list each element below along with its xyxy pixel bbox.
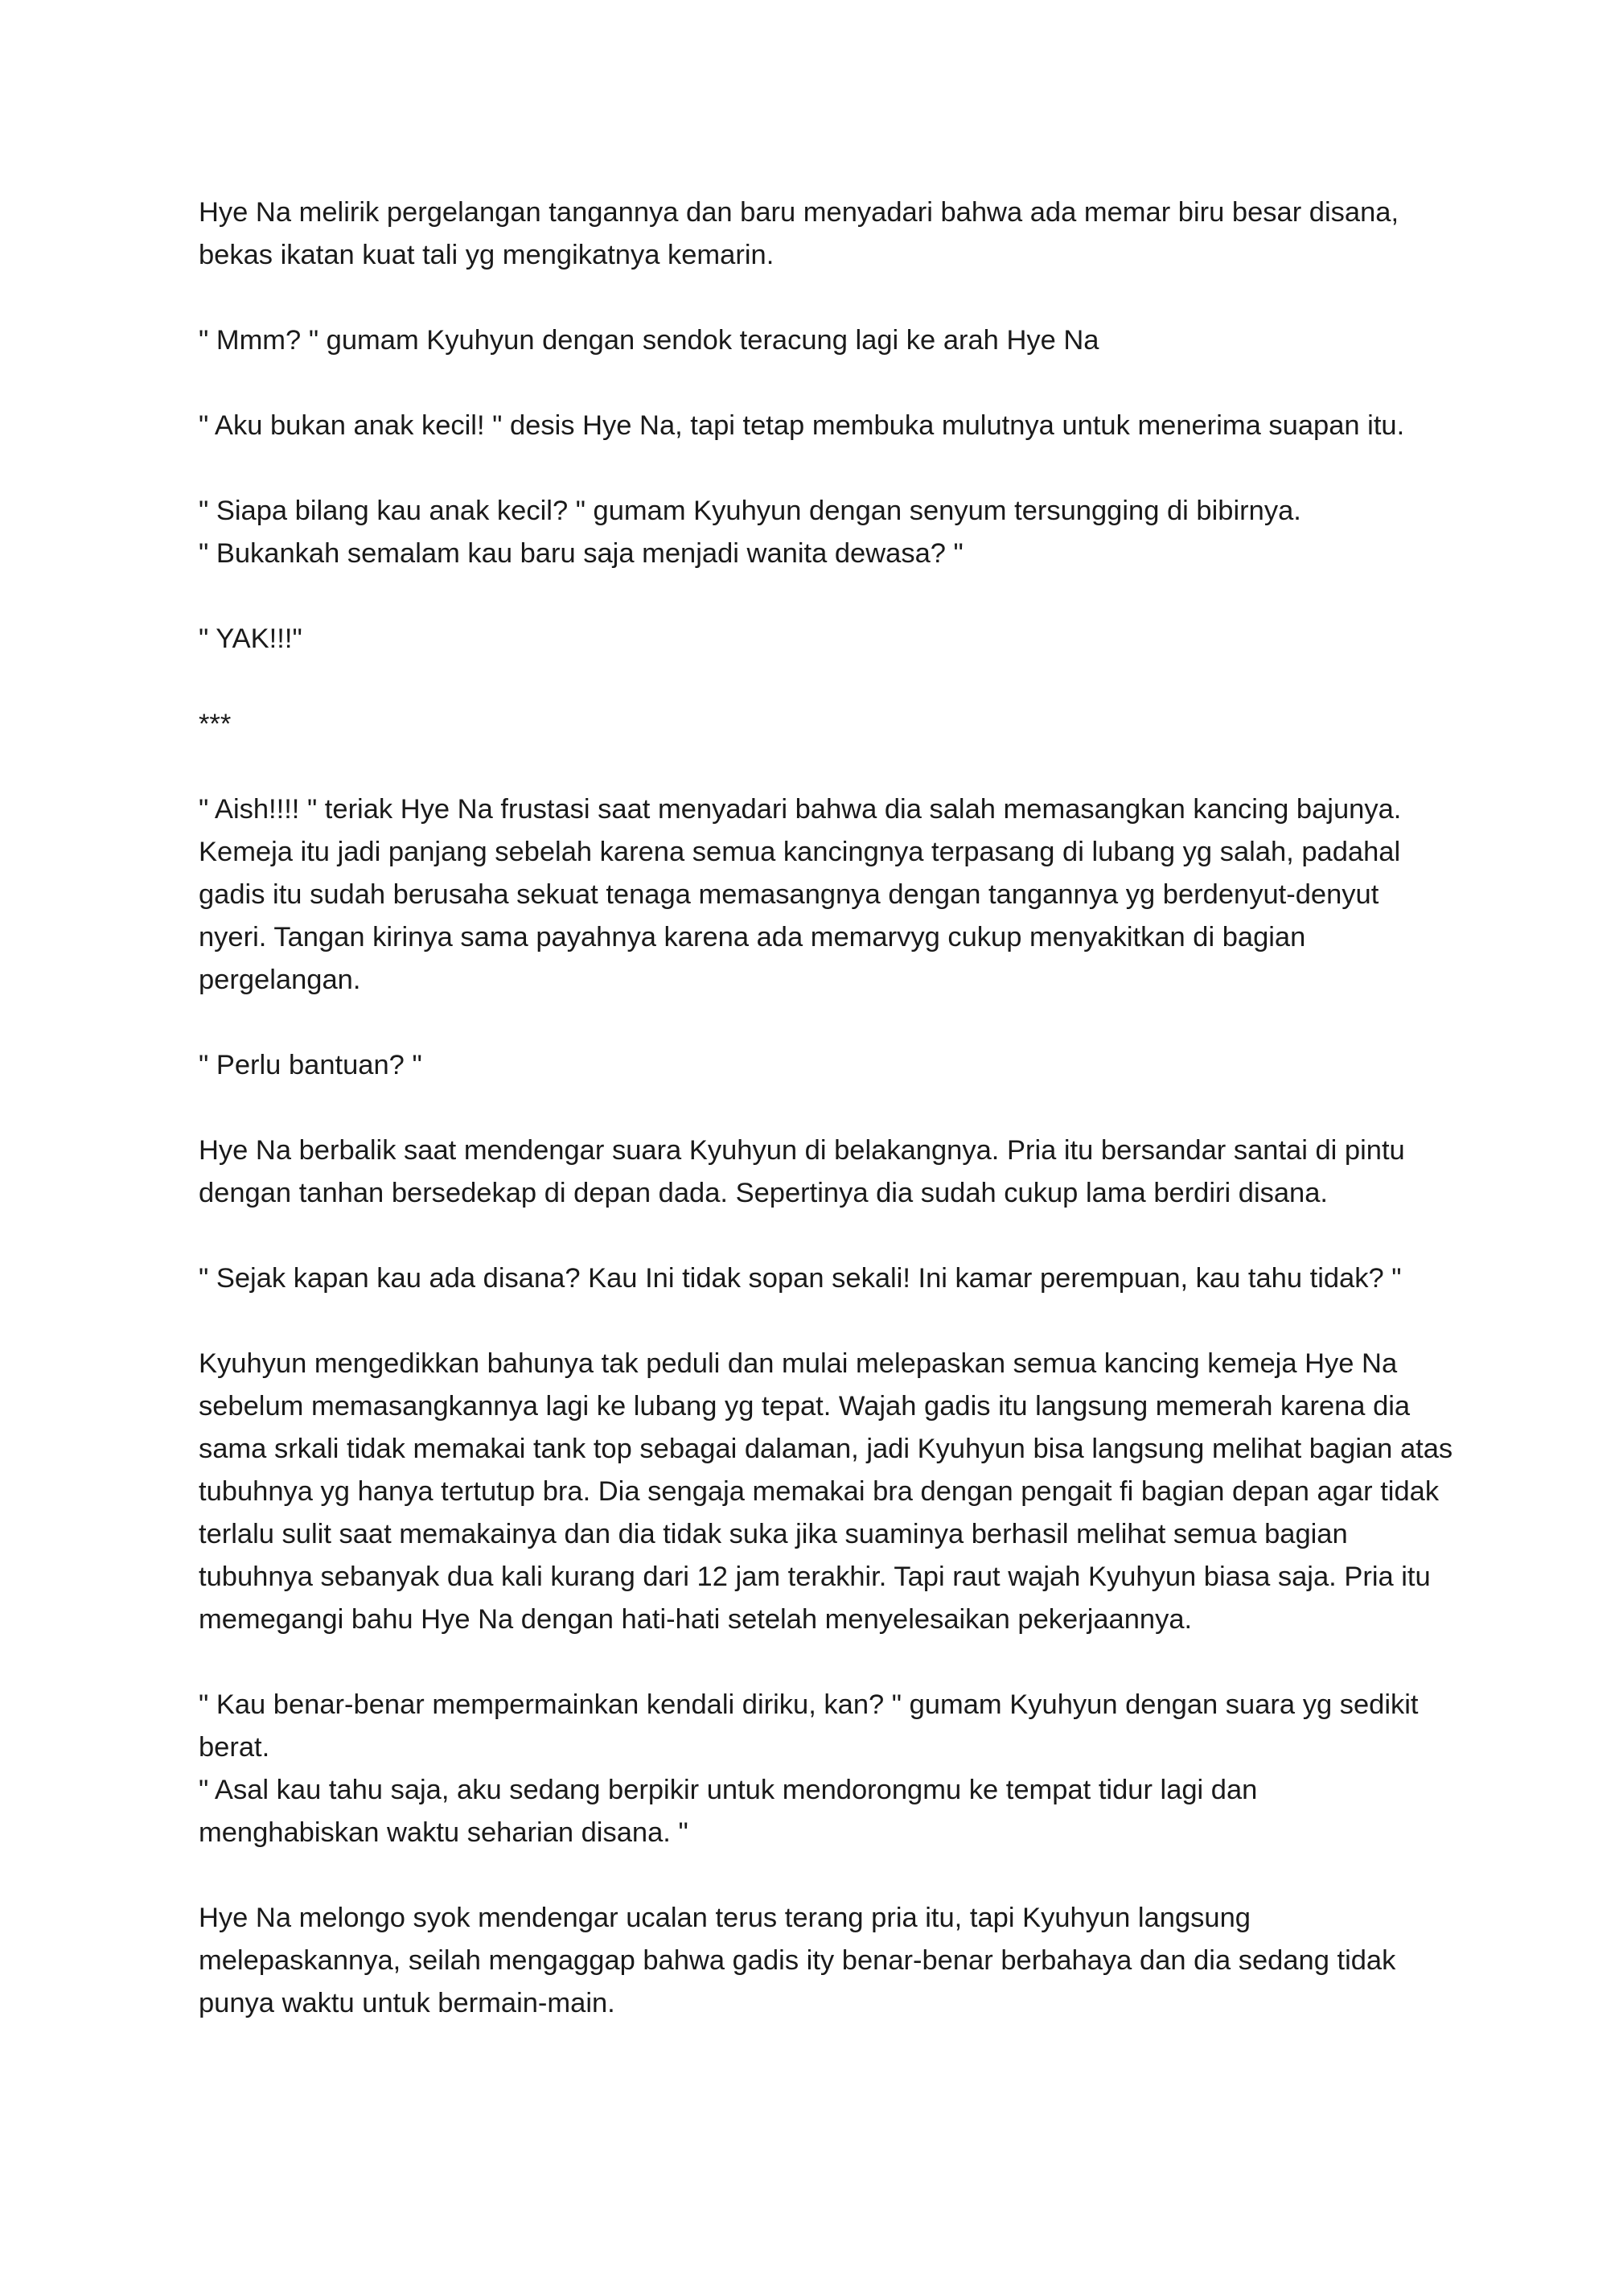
paragraph-3 <box>199 405 1453 447</box>
text-line: Kemeja itu jadi panjang sebelah karena semua kancingnya terpasang di lubang yg salah, padahal <box>199 837 1401 867</box>
paragraph-7 <box>199 788 1453 1002</box>
text-line: punya waktu untuk bermain-main. <box>199 1988 615 2018</box>
text-line: sama srkali tidak memakai tank top sebagai dalaman, jadi Kyuhyun bisa langsung melihat bagian atas <box>199 1434 1453 1464</box>
text-line: " Sejak kapan kau ada disana? Kau Ini tidak sopan sekali! Ini kamar perempuan, kau tahu tidak? " <box>199 1263 1402 1294</box>
text-line: *** <box>199 709 232 739</box>
text-line: sebelum memasangkannya lagi ke lubang yg tepat. Wajah gadis itu langsung memerah karena dia <box>199 1391 1411 1422</box>
text-line: nyeri. Tangan kirinya sama payahnya karena ada memarvyg cukup menyakitkan di bagian <box>199 922 1306 953</box>
text-line: " Mmm? " gumam Kyuhyun dengan sendok teracung lagi ke arah Hye Na <box>199 325 1099 356</box>
text-line: " YAK!!!" <box>199 623 302 654</box>
document-body <box>199 191 1453 2068</box>
text-line: Kyuhyun mengedikkan bahunya tak peduli dan mulai melepaskan semua kancing kemeja Hye Na <box>199 1348 1398 1379</box>
text-line: Hye Na melongo syok mendengar ucalan terus terang pria itu, tapi Kyuhyun langsung <box>199 1903 1251 1933</box>
text-line: tubuhnya yg hanya tertutup bra. Dia sengaja memakai bra dengan pengait fi bagian depan agar tidak <box>199 1476 1440 1507</box>
text-line: " Aku bukan anak kecil! " desis Hye Na, tapi tetap membuka mulutnya untuk menerima suapan itu. <box>199 410 1405 441</box>
text-line: " Siapa bilang kau anak kecil? " gumam Kyuhyun dengan senyum tersungging di bibirnya. <box>199 496 1301 526</box>
text-line: tubuhnya sebanyak dua kali kurang dari 12 jam terakhir. Tapi raut wajah Kyuhyun biasa saja. Pria itu <box>199 1562 1431 1592</box>
paragraph-5 <box>199 618 1453 660</box>
scene-break <box>199 703 1453 746</box>
text-line: terlalu sulit saat memakainya dan dia tidak suka jika suaminya berhasil melihat semua bagian <box>199 1519 1348 1549</box>
text-line: bekas ikatan kuat tali yg mengikatnya kemarin. <box>199 240 775 270</box>
text-line: pergelangan. <box>199 965 361 995</box>
paragraph-4 <box>199 490 1453 575</box>
paragraph-1 <box>199 191 1453 277</box>
text-line: " Bukankah semalam kau baru saja menjadi wanita dewasa? " <box>199 538 964 569</box>
text-line: berat. <box>199 1732 270 1763</box>
text-line: melepaskannya, seilah mengaggap bahwa gadis ity benar-benar berbahaya dan dia sedang tidak <box>199 1945 1396 1976</box>
paragraph-8 <box>199 1044 1453 1087</box>
text-line: " Kau benar-benar mempermainkan kendali diriku, kan? " gumam Kyuhyun dengan suara yg sedikit <box>199 1689 1419 1720</box>
paragraph-11 <box>199 1343 1453 1641</box>
text-line: " Perlu bantuan? " <box>199 1050 422 1080</box>
paragraph-13 <box>199 1897 1453 2025</box>
text-line: " Asal kau tahu saja, aku sedang berpikir untuk mendorongmu ke tempat tidur lagi dan <box>199 1775 1258 1805</box>
text-line: menghabiskan waktu seharian disana. " <box>199 1817 688 1848</box>
text-line: Hye Na melirik pergelangan tangannya dan baru menyadari bahwa ada memar biru besar disana, <box>199 197 1399 228</box>
paragraph-2 <box>199 319 1453 362</box>
text-line: gadis itu sudah berusaha sekuat tenaga memasangnya dengan tangannya yg berdenyut-denyut <box>199 879 1379 910</box>
paragraph-9 <box>199 1129 1453 1215</box>
text-line: Hye Na berbalik saat mendengar suara Kyuhyun di belakangnya. Pria itu bersandar santai di pintu <box>199 1135 1405 1166</box>
text-line: dengan tanhan bersedekap di depan dada. Sepertinya dia sudah cukup lama berdiri disana. <box>199 1178 1329 1208</box>
paragraph-12 <box>199 1684 1453 1854</box>
text-line: memegangi bahu Hye Na dengan hati-hati setelah menyelesaikan pekerjaannya. <box>199 1604 1193 1635</box>
paragraph-10 <box>199 1257 1453 1300</box>
text-line: " Aish!!!! " teriak Hye Na frustasi saat menyadari bahwa dia salah memasangkan kancing bajunya. <box>199 794 1402 825</box>
